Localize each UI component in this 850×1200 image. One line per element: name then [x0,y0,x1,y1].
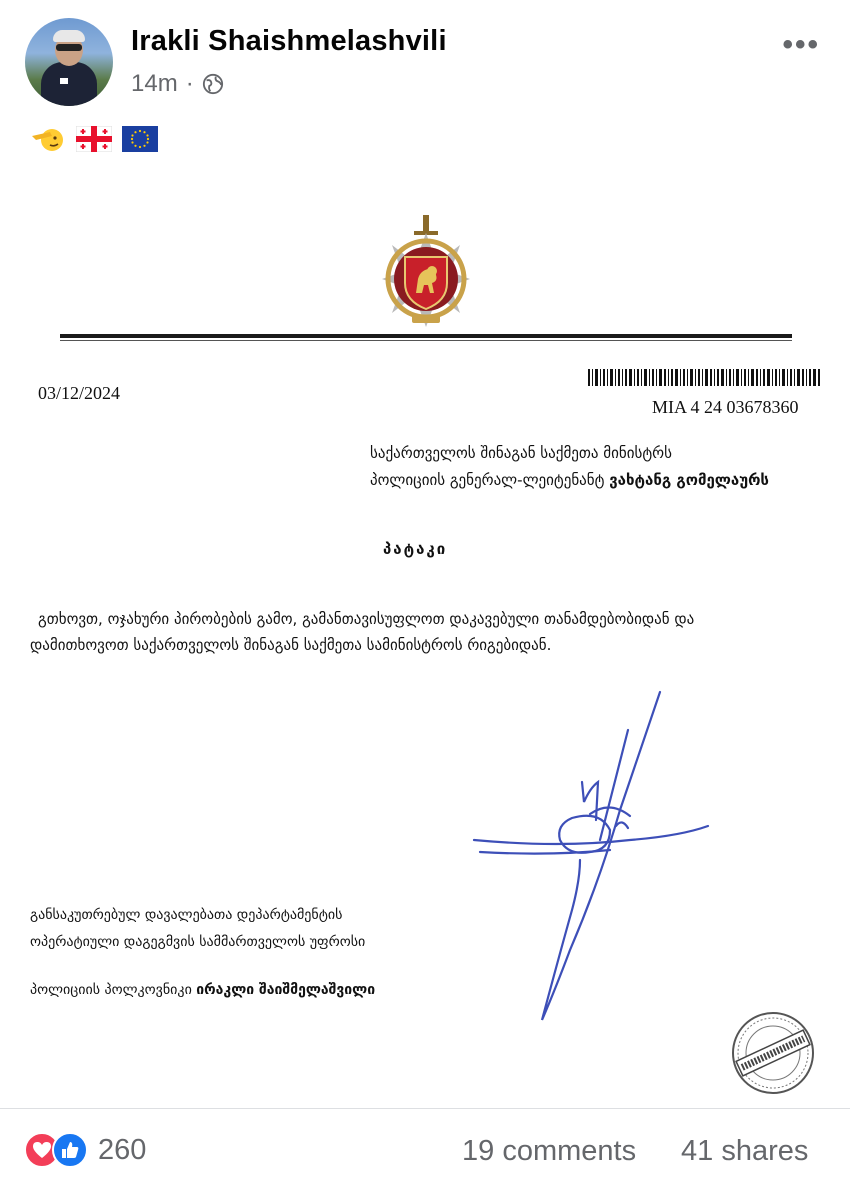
stamp-icon [730,1010,816,1096]
saluting-face-emoji [30,126,66,152]
barcode-icon [588,369,820,386]
header-rule-thin [60,340,792,341]
post-image-document[interactable] [0,180,850,1105]
post-time[interactable]: 14m [131,70,178,97]
police-emblem-icon [378,215,474,333]
addressee-line-1: საქართველოს შინაგან საქმეთა მინისტრს [370,444,672,462]
author-avatar[interactable] [25,18,113,106]
signature-icon [460,690,720,1030]
divider [0,1108,850,1109]
meta-dot: · [185,70,194,97]
reaction-count: 260 [98,1133,147,1166]
globe-icon[interactable] [202,73,224,95]
eu-flag-emoji [122,126,158,152]
body-line-1: გთხოვთ, ოჯახური პირობების გამო, გამანთავისუფლოთ დაკავებული თანამდებობიდან და [38,610,695,628]
post-meta [131,70,224,98]
shares-count-link[interactable]: 41 shares [681,1135,809,1167]
header-rule [60,334,792,338]
document-date: 03/12/2024 [38,383,121,403]
comments-count-link[interactable]: 19 comments [462,1135,637,1167]
signer-line [30,982,375,998]
addressee-name: ვახტანგ გომელაურს [609,471,769,489]
more-options-button[interactable]: ••• [782,28,820,61]
like-reaction-icon [52,1132,88,1168]
signer-position-line-2: ოპერატიული დაგეგმვის სამმართველოს უფროსი [30,934,366,950]
body-line-2: დამითხოვოთ საქართველოს შინაგან საქმეთა სამინისტროს რიგებიდან. [30,636,552,654]
addressee-line-2 [370,471,769,489]
author-name[interactable]: Irakli Shaishmelashvili [131,25,447,57]
document-title: პატაკი [383,540,448,558]
georgia-flag-emoji [76,126,112,152]
registration-number: MIA 4 24 03678360 [652,397,799,417]
post-text-emojis [30,126,158,152]
signer-rank: პოლიციის პოლკოვნიკი [30,982,197,998]
signer-name: ირაკლი შაიშმელაშვილი [196,982,376,998]
addressee-rank: პოლიციის გენერალ-ლეიტენანტ [370,471,610,489]
reactions-summary[interactable] [24,1132,146,1168]
signer-position-line-1: განსაკუთრებულ დავალებათა დეპარტამენტის [30,907,343,923]
